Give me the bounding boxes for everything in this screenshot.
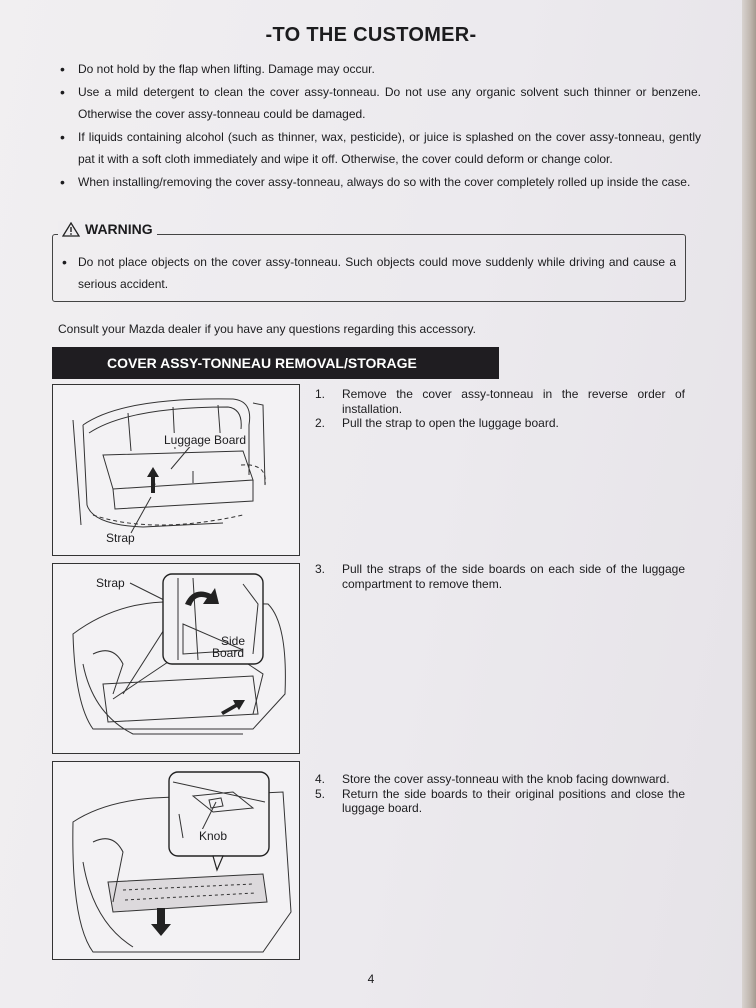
- consult-dealer-text: Consult your Mazda dealer if you have any questions regarding this accessory.: [58, 322, 477, 336]
- step-number: 3.: [315, 562, 326, 576]
- label-luggage-board: Luggage Board: [164, 433, 247, 447]
- warning-heading-label: WARNING: [85, 221, 153, 237]
- step-text: Store the cover assy-tonneau with the knob facing downward.: [342, 772, 670, 786]
- label-strap-2: Strap: [96, 576, 125, 590]
- warning-heading: [58, 221, 157, 237]
- step-number: 1.: [315, 387, 326, 401]
- section-heading: COVER ASSY-TONNEAU REMOVAL/STORAGE: [52, 347, 499, 379]
- figure-knob-storage: [52, 761, 300, 960]
- step-number: 4.: [315, 772, 326, 786]
- step-number: 2.: [315, 416, 326, 430]
- tonneau-storage-illustration: [53, 762, 299, 959]
- steps-list-1: [313, 387, 685, 431]
- step-text: Pull the strap to open the luggage board.: [342, 416, 559, 430]
- figure-luggage-board: [52, 384, 300, 556]
- page-title: -TO THE CUSTOMER-: [265, 24, 477, 46]
- customer-notes-list: [56, 58, 701, 193]
- figure-side-boards: [52, 563, 300, 754]
- steps-list-3: [313, 772, 685, 816]
- step-item: [313, 772, 685, 787]
- step-number: 5.: [315, 786, 326, 801]
- warning-triangle-icon: [62, 222, 80, 237]
- customer-note: • If liquids containing alcohol (such as thinner, wax, pesticide), or juice is splashed on the cover assy-tonneau, gently pat it with a soft cloth immediately and wipe it off. Otherwise, the cover could deform or change color.: [56, 126, 701, 171]
- luggage-compartment-illustration: [53, 385, 299, 555]
- customer-note: • When installing/removing the cover assy-tonneau, always do so with the cover completely rolled up inside the case.: [56, 171, 701, 194]
- step-text: Return the side boards to their original positions and close the luggage board.: [342, 786, 685, 815]
- step-item: [313, 416, 685, 431]
- customer-note: • Do not hold by the flap when lifting. Damage may occur.: [56, 58, 701, 81]
- warning-text: • Do not place objects on the cover assy-tonneau. Such objects could move suddenly while driving and cause a serious accident.: [58, 251, 676, 295]
- step-item: [313, 787, 685, 816]
- step-text: Remove the cover assy-tonneau in the reverse order of installation.: [342, 387, 685, 416]
- steps-list-2: [313, 562, 685, 591]
- label-knob: Knob: [199, 829, 228, 843]
- step-item: [313, 562, 685, 591]
- label-side: Side: [221, 634, 246, 648]
- customer-note: • Use a mild detergent to clean the cover assy-tonneau. Do not use any organic solvent such thinner or benzene. Otherwise the cover assy-tonneau could be damaged.: [56, 81, 701, 126]
- page-number: 4: [367, 972, 375, 986]
- label-strap: Strap: [106, 531, 135, 545]
- step-item: [313, 387, 685, 416]
- side-board-illustration: [53, 564, 299, 753]
- step-text: Pull the straps of the side boards on each side of the luggage compartment to remove them.: [342, 562, 685, 591]
- page-edge: [742, 0, 756, 1008]
- label-board: Board: [212, 646, 245, 660]
